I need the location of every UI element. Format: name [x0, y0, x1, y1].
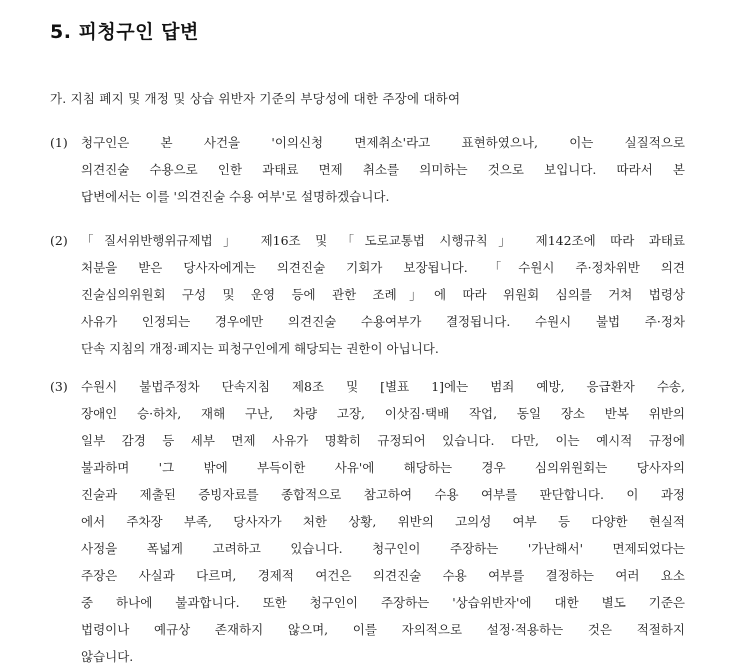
item-number: (2) [50, 233, 68, 248]
paragraph-item-3 [50, 373, 685, 670]
paragraph-line: 에서 주차장 부족, 당사자가 처한 상황, 위반의 고의성 여부 등 다양한 현실적 [81, 514, 685, 529]
paragraph-item-2 [50, 227, 685, 362]
paragraph-line: 답변에서는 이를 '의견진술 수용 여부'로 설명하겠습니다. [81, 189, 390, 204]
item-number: (1) [50, 135, 68, 150]
paragraph-line: 일부 감경 등 세부 면제 사유가 명확히 규정되어 있습니다. 다만, 이는 예시적 규정에 [81, 433, 685, 448]
paragraph-line: 장애인 승·하차, 재해 구난, 차량 고장, 이삿짐·택배 작업, 동일 장소 반복 위반의 [81, 406, 685, 421]
paragraph-line: 사정을 폭넓게 고려하고 있습니다. 청구인이 주장하는 '가난해서' 면제되었다는 [81, 541, 685, 556]
paragraph-line: 법령이나 예규상 존재하지 않으며, 이를 자의적으로 설정·적용하는 것은 적절하지 [81, 622, 685, 637]
paragraph-line: 않습니다. [81, 649, 134, 664]
paragraph-line: 주장은 사실과 다르며, 경제적 여건은 의견진술 수용 여부를 결정하는 여러 요소 [81, 568, 685, 583]
paragraph-line: 의견진술 수용으로 인한 과태료 면제 취소를 의미하는 것으로 보입니다. 따라서 본 [81, 162, 685, 177]
paragraph-line: 처분을 받은 당사자에게는 의견진술 기회가 보장됩니다. 「수원시 주·정차위반 의견 [81, 260, 685, 275]
paragraph-line: 청구인은 본 사건을 '이의신청 면제취소'라고 표현하였으나, 이는 실질적으로 [81, 135, 685, 150]
paragraph-line: 「질서위반행위규제법」 제16조 및 「도로교통법 시행규칙」 제142조에 따라 과태료 [81, 233, 685, 248]
paragraph-line: 중 하나에 불과합니다. 또한 청구인이 주장하는 '상습위반자'에 대한 별도 기준은 [81, 595, 685, 610]
paragraph-line: 진술과 제출된 증빙자료를 종합적으로 참고하여 수용 여부를 판단합니다. 이 과정 [81, 487, 685, 502]
paragraph-item-1 [50, 129, 685, 210]
paragraph-line: 진술심의위원회 구성 및 운영 등에 관한 조례」에 따라 위원회 심의를 거쳐 법령상 [81, 287, 685, 302]
subsection-heading: 가. 지침 폐지 및 개정 및 상습 위반자 기준의 부당성에 대한 주장에 대하여 [50, 91, 461, 106]
paragraph-line: 불과하며 '그 밖에 부득이한 사유'에 해당하는 경우 심의위원회는 당사자의 [81, 460, 685, 475]
item-number: (3) [50, 379, 68, 394]
paragraph-line: 단속 지침의 개정·폐지는 피청구인에게 해당되는 권한이 아닙니다. [81, 341, 439, 356]
paragraph-line: 사유가 인정되는 경우에만 의견진술 수용여부가 결정됩니다. 수원시 불법 주·정차 [81, 314, 685, 329]
paragraph-line: 수원시 불법주정차 단속지침 제8조 및 [별표 1]에는 범죄 예방, 응급환자 수송, [81, 379, 685, 394]
section-title: 5. 피청구인 답변 [50, 21, 199, 43]
